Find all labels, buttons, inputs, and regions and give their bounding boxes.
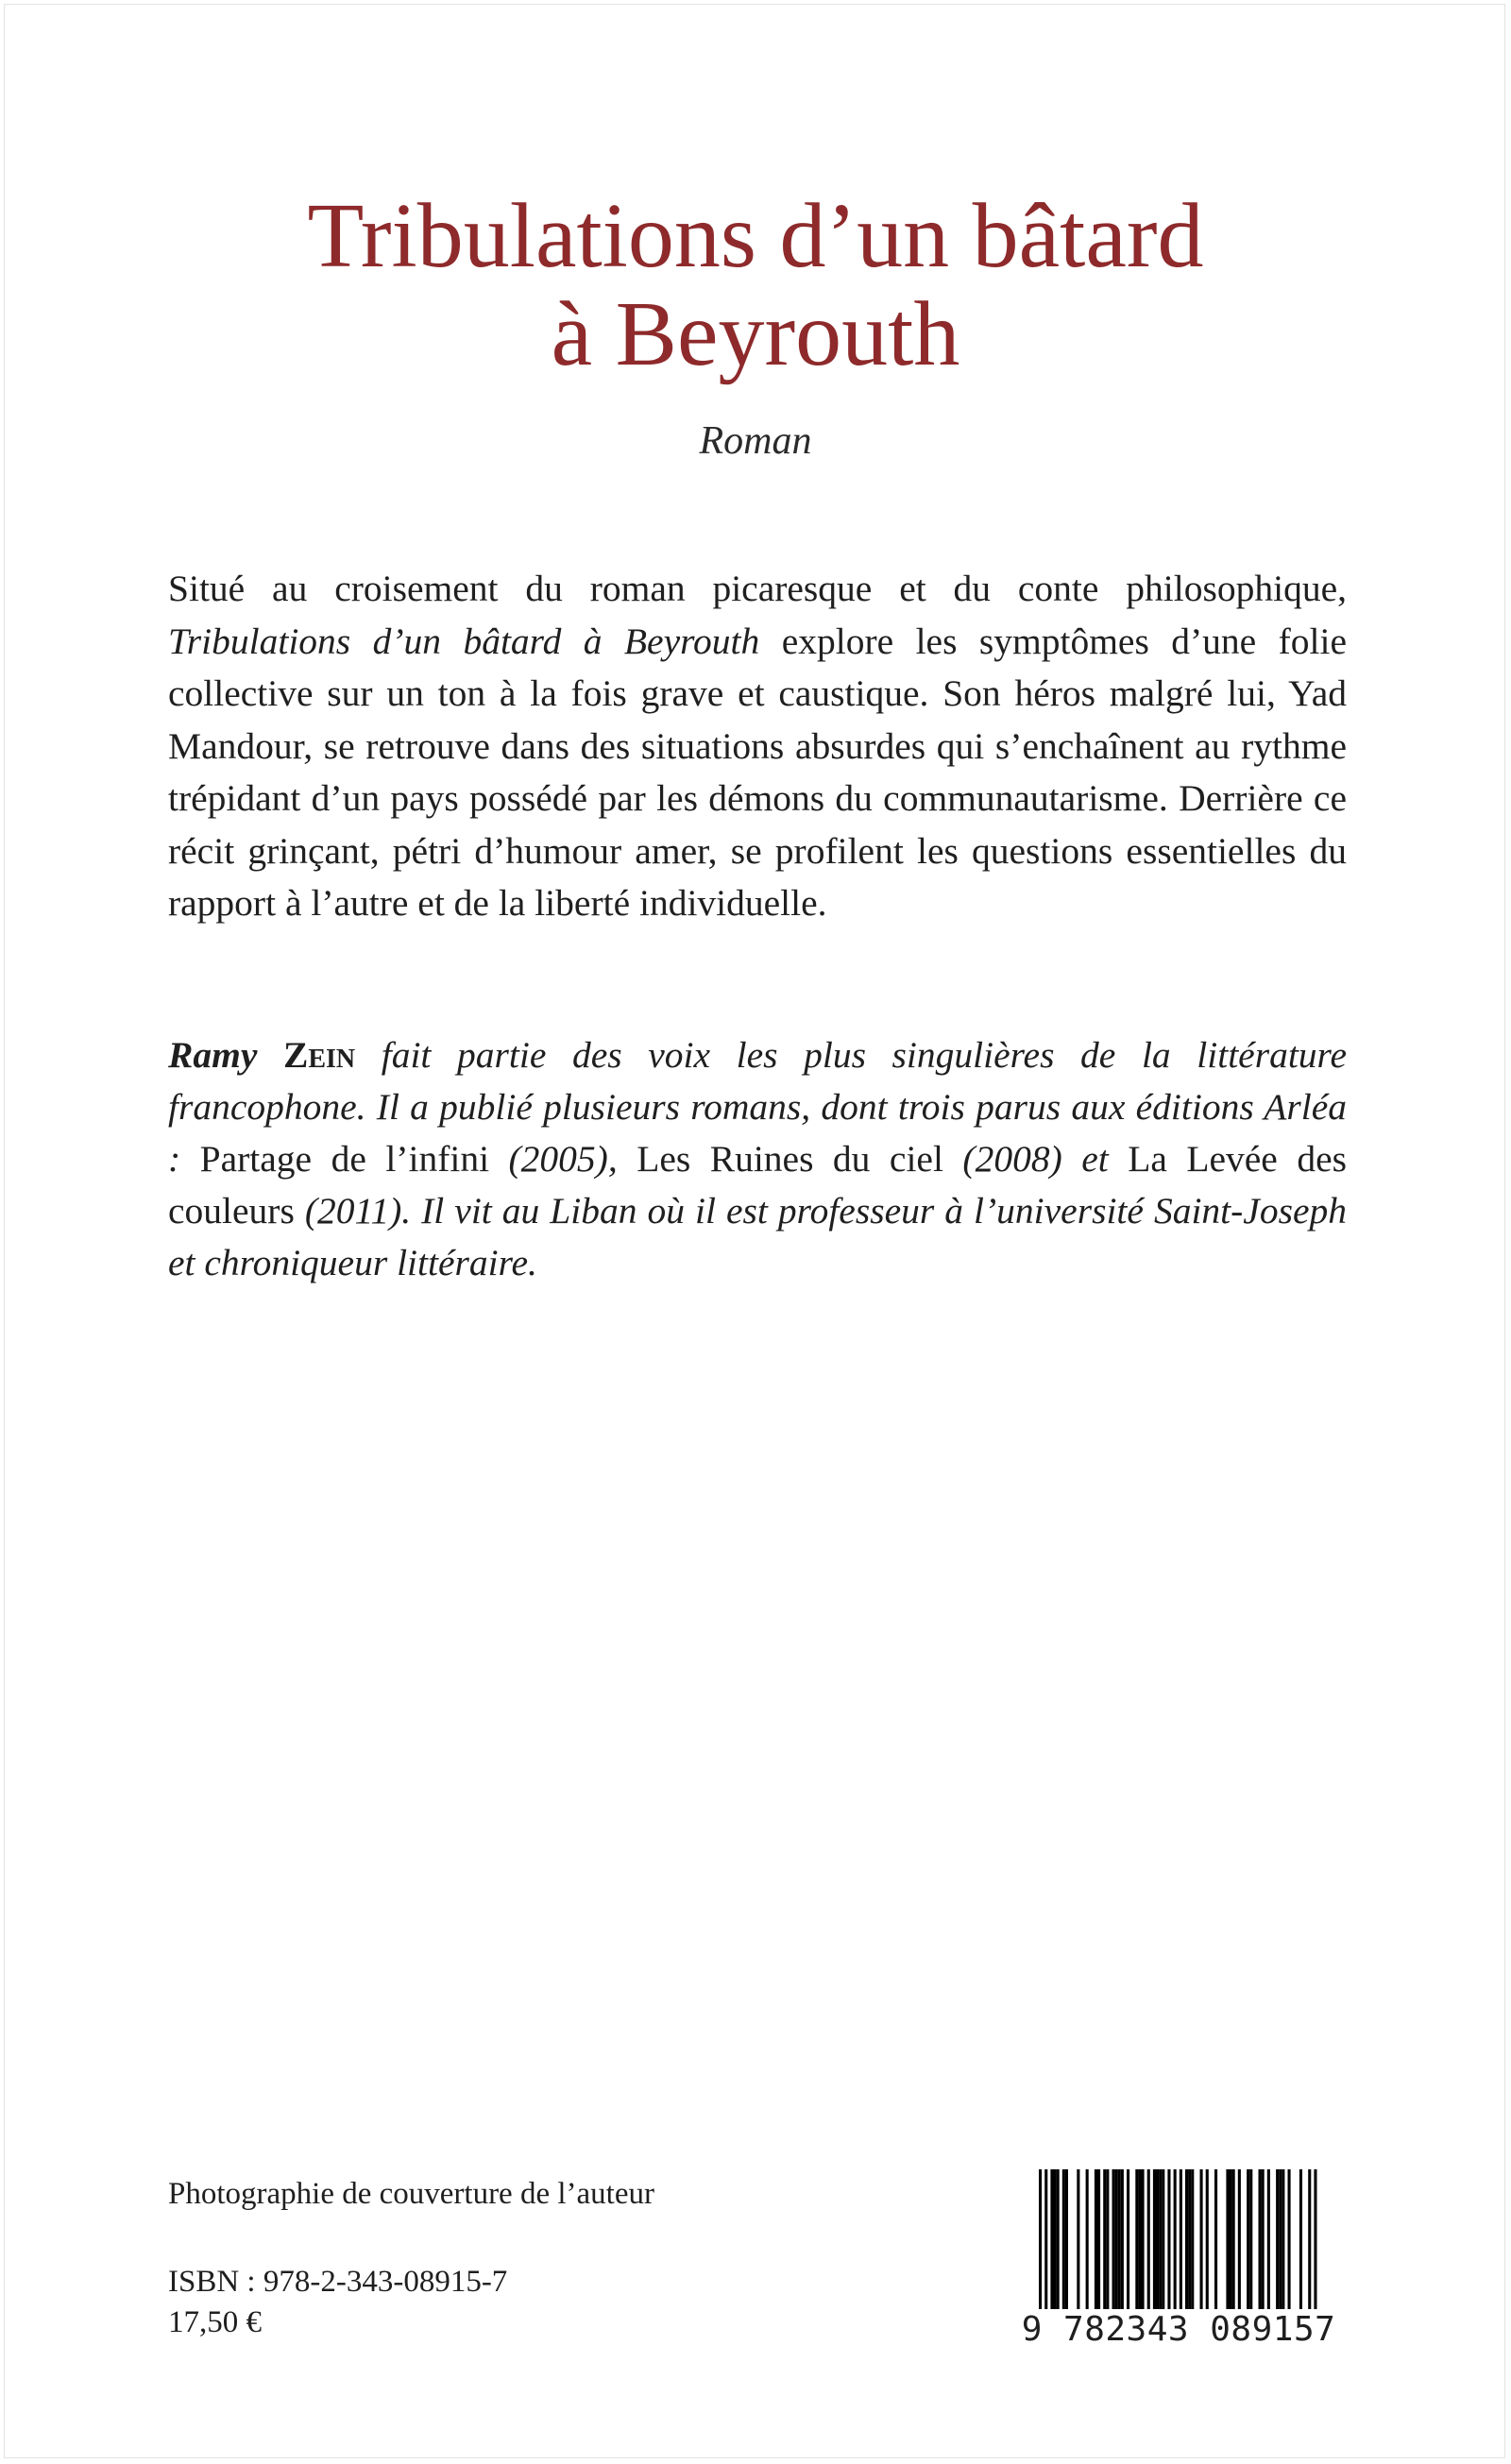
bio-year-3: (2011).	[294, 1190, 412, 1232]
barcode-bar	[1167, 2169, 1170, 2320]
barcode-bar	[1214, 2169, 1217, 2320]
bio-year-1: (2005),	[489, 1138, 637, 1180]
barcode-bar	[1226, 2169, 1229, 2320]
barcode-bar	[1156, 2169, 1159, 2320]
barcode-bar	[1127, 2169, 1129, 2320]
barcode-bar	[1200, 2169, 1203, 2320]
barcode-bar	[1118, 2169, 1121, 2320]
barcode-bar	[1086, 2169, 1089, 2320]
author-last-name: Zein	[282, 1034, 356, 1076]
blurb-intro: Situé au croisement du roman picaresque et du conte philosophique,	[168, 568, 1347, 609]
book-title	[0, 187, 1511, 383]
barcode-bar	[1249, 2169, 1252, 2320]
barcode-bar	[1115, 2169, 1118, 2320]
barcode-bar	[1232, 2169, 1235, 2320]
barcode-bar	[1262, 2169, 1265, 2320]
blurb-body: explore les symptômes d’une folie collective sur un ton à la fois grave et caustique. Son héros malgré lui, Yad Mandour, se retrouve dans des situations absurdes qui s’enchaînent au rythme trépidant d’un pays possédé par les démons du communautarisme. Derrière ce récit grinçant, pétri d’humour amer, se profilent les questions essentielles du rapport à l’autre et de la liberté individuelle.	[168, 620, 1347, 924]
barcode-bar	[1057, 2169, 1060, 2320]
barcode-bar	[1121, 2169, 1124, 2320]
barcode-bar	[1062, 2169, 1065, 2320]
title-line-2: à Beyrouth	[551, 283, 960, 385]
barcode-bar	[1159, 2169, 1162, 2320]
barcode-bar	[1191, 2169, 1194, 2320]
bio-text-1: fait partie des voix les plus singulières de la littérature francophone. Il a publié plusieurs romans, dont trois parus aux éditions Arléa :	[168, 1034, 1347, 1180]
barcode-bar	[1147, 2169, 1150, 2320]
barcode-bar	[1135, 2169, 1138, 2320]
bio-text-2: Il vit au Liban où il est professeur à l’université Saint-Joseph et chroniqueur littéraire.	[168, 1190, 1347, 1283]
barcode-bar	[1142, 2169, 1145, 2320]
barcode-bar	[1153, 2169, 1156, 2320]
barcode-digits: 9 782343 089157	[1018, 2309, 1339, 2351]
barcode-bar	[1106, 2169, 1109, 2320]
blurb-paragraph	[168, 563, 1347, 930]
barcode-bar	[1054, 2169, 1057, 2320]
barcode-bar	[1095, 2169, 1097, 2320]
barcode-bar	[1247, 2169, 1249, 2320]
author-name	[168, 1034, 355, 1076]
barcode-bar	[1077, 2169, 1079, 2320]
barcode-bar	[1188, 2169, 1191, 2320]
barcode-bar	[1282, 2169, 1284, 2320]
barcode-bar	[1185, 2169, 1188, 2320]
barcode-bar	[1097, 2169, 1100, 2320]
blurb-book-title: Tribulations d’un bâtard à Beyrouth	[168, 620, 760, 662]
barcode-bar	[1230, 2169, 1232, 2320]
barcode-bar	[1267, 2169, 1270, 2320]
barcode-bar	[1065, 2169, 1068, 2320]
bio-year-2: (2008) et	[942, 1138, 1129, 1180]
genre-label: Roman	[699, 419, 812, 463]
bio-work-3: La Levée des couleurs	[168, 1138, 1347, 1232]
barcode-bar	[1276, 2169, 1279, 2320]
title-line-1: Tribulations d’un bâtard	[307, 185, 1204, 287]
barcode-bar	[1162, 2169, 1164, 2320]
photo-credit: Photographie de couverture de l’auteur	[168, 2177, 654, 2211]
barcode-bar	[1206, 2169, 1209, 2320]
barcode-bar	[1103, 2169, 1106, 2320]
bio-work-2: Les Ruines du ciel	[637, 1138, 943, 1180]
bio-work-1: Partage de l’infini	[199, 1138, 490, 1180]
barcode-bar	[1279, 2169, 1282, 2320]
barcode-bar	[1238, 2169, 1241, 2320]
price: 17,50 €	[168, 2305, 262, 2339]
barcode-bar	[1259, 2169, 1262, 2320]
barcode-bar	[1138, 2169, 1141, 2320]
author-bio	[168, 1029, 1347, 1289]
barcode-bar	[1050, 2169, 1053, 2320]
author-first-name: Ramy	[168, 1034, 258, 1076]
barcode-bar	[1288, 2169, 1291, 2320]
isbn: ISBN : 978-2-343-08915-7	[168, 2265, 508, 2299]
barcode-bar	[1299, 2169, 1302, 2320]
barcode-bar	[1112, 2169, 1115, 2320]
